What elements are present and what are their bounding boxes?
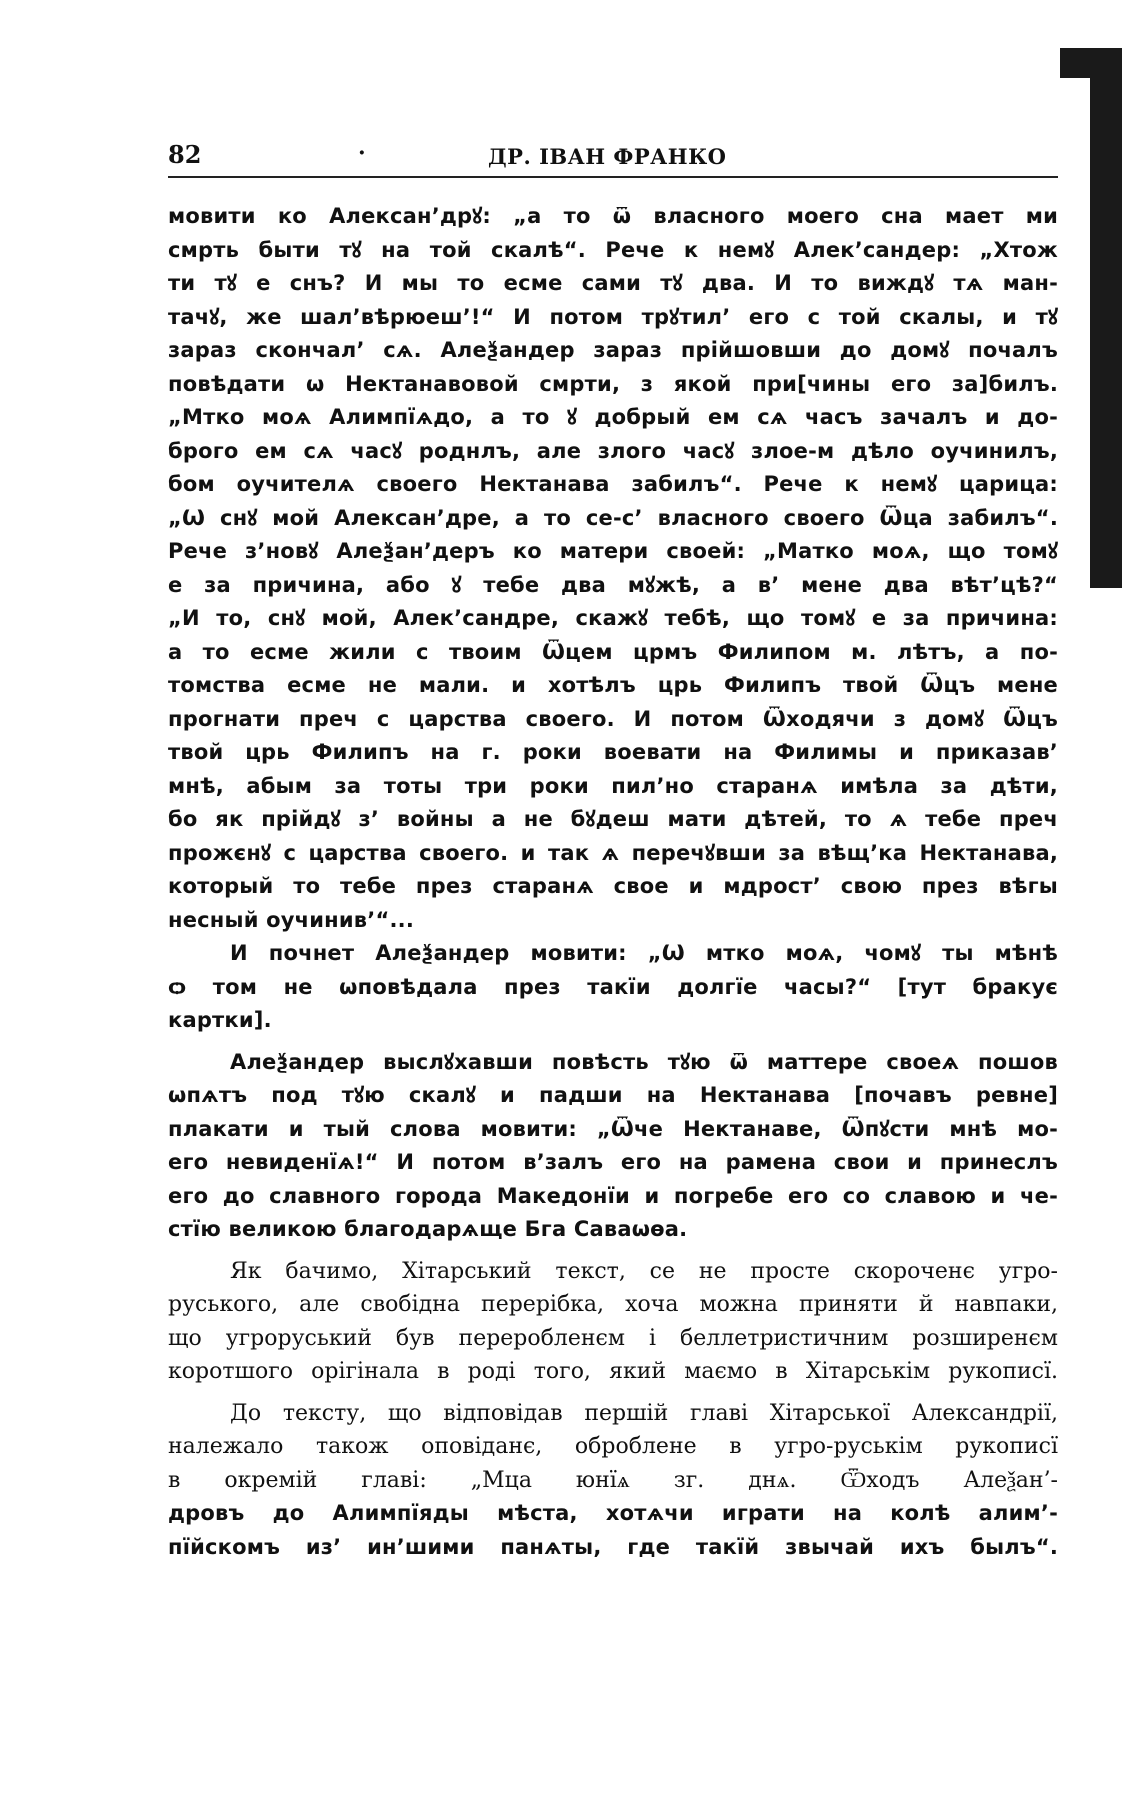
paragraph-gap [168,1038,1058,1046]
text-line: брого ем сѧ часꙋ роднлъ, але злого часꙋ злое-м дѣло оучинилъ, [168,438,1058,463]
running-title: ДР. ІВАН ФРАНКО [488,144,727,169]
paragraph-gap [168,1389,1058,1397]
text-line: Рече з’новꙋ Алеѯан’деръ ко матери своей: „Матко моѧ, що томꙋ [168,539,1058,563]
text-line: его до славного города Македонїи и погребе его со славою и че- [168,1183,1058,1208]
text-line: который то тебе през старанѧ свое и мдрост’ свою през вѣгы [168,874,1058,898]
text-line: в окремій главі: „Мца юнїѧ зг. днѧ. Ѿходъ Алеѯан’- [168,1467,1058,1493]
text-line: несный оучинив’“... [168,907,414,932]
text-line: ѻ том не ѡповѣдала през такїи долгїе часы?“ [тут бракує [168,974,1058,999]
scan-edge [1090,48,1122,588]
text-line: плакати и тый слова мовити: „Ѿче Нектанаве, Ѿпꙋсти мнѣ мо- [168,1116,1058,1141]
text-line: належало також оповіданє, оброблене в угро-руськім рукописї [168,1434,1058,1459]
text-line: Як бачимо, Хітарський текст, се не просте скороченє угро- [230,1258,1058,1284]
text-line: прогнати преч с царства своего. И потом Ѿходячи з домꙋ Ѿцъ [168,706,1058,731]
book-page [168,140,1058,1559]
text-line: зараз скончал’ сѧ. Алеѯандер зараз прійшовши до домꙋ почалъ [168,338,1058,362]
text-line: твой црь Филипъ на г. роки воевати на Филимы и приказав’ [168,740,1058,764]
header-rule [168,176,1058,178]
text-line: повѣдати ѡ Нектанавовой смрти, з якой при[чины его за]билъ. [168,371,1058,396]
text-line: дровъ до Алимпїяды мѣста, хотѧчи играти на колѣ алим’- [168,1501,1058,1525]
text-line: „И то, снꙋ мой, Алек’сандре, скажꙋ тебѣ, що томꙋ е за причина: [168,606,1058,630]
text-line: а то есме жили с твоим Ѿцем црмъ Филипом м. лѣтъ, а по- [168,639,1058,664]
text-line: стїю великою благодарѧще Бга Саваѡѳа. [168,1217,688,1241]
text-line: що угроруський був переробленєм і беллетристичним розширенєм [168,1325,1058,1351]
text-line: бом оучителѧ своего Нектанава забилъ“. Рече к немꙋ царица: [168,472,1058,496]
text-line: ти тꙋ е снъ? И мы то есме сами тꙋ два. И то виждꙋ тѧ ман- [168,271,1058,295]
text-line: его невиденїѧ!“ И потом в’залъ его на рамена свои и принеслъ [168,1150,1058,1174]
text-line: „Ѡ снꙋ мой Алексан’дре, а то се-с’ власного своего Ѿца забилъ“. [168,505,1058,530]
page-header [168,140,1058,180]
text-line: мнѣ, абым за тоты три роки пил’но старанѧ имѣла за дѣти, [168,773,1058,798]
page-body [168,200,1058,1564]
text-line: руського, але свобідна перерібка, хоча можна приняти й навпаки, [168,1292,1058,1317]
text-line: И почнет Алеѯандер мовити: „Ѡ мтко моѧ, чомꙋ ты мѣнѣ [230,941,1058,965]
text-line: Алеѯандер выслꙋхавши повѣсть тꙋю ѿ маттере своеѧ пошов [230,1049,1058,1074]
text-line: тачꙋ, же шал’вѣрюеш’!“ И потом трꙋтил’ его с той скалы, и тꙋ [168,304,1058,329]
text-line: коротшого орігінала в роді того, який маємо в Хітарськім рукописї. [168,1359,1058,1384]
text-line: томства есме не мали. и хотѣлъ црь Филипъ твой Ѿцъ мене [168,673,1058,697]
text-line: До тексту, що відповідав першій главі Хітарської Александрії, [230,1400,1058,1426]
paragraph-gap [168,1247,1058,1255]
text-line: пїйскомъ из’ ин’шими панѧты, где такїй звычай ихъ былъ“. [168,1534,1058,1559]
text-line: бо як прійдꙋ з’ войны а не бꙋдеш мати дѣтей, то ѧ тебе преч [168,807,1058,831]
text-line: картки]. [168,1008,272,1032]
text-line: „Мтко моѧ Алимпїѧдо, а то ꙋ добрый ем сѧ часъ зачалъ и до- [168,405,1058,429]
text-line: смрть быти тꙋ на той скалѣ“. Рече к немꙋ Алек’сандер: „Хтож [168,237,1058,262]
text-line: ѡпѧтъ под тꙋю скалꙋ и падши на Нектанава [почавъ ревне] [168,1083,1058,1107]
page-number: 82 [168,140,202,169]
text-line: мовити ко Алексан’дрꙋ: „а то ѿ власного моего сна мает ми [168,204,1058,228]
header-dot: · [358,140,366,166]
text-line: е за причина, або ꙋ тебе два мꙋжѣ, а в’ мене два вѣт’цѣ?“ [168,572,1058,597]
text-line: прожєнꙋ с царства своего. и так ѧ перечꙋвши за вѣщ’ка Нектанава, [168,840,1058,865]
